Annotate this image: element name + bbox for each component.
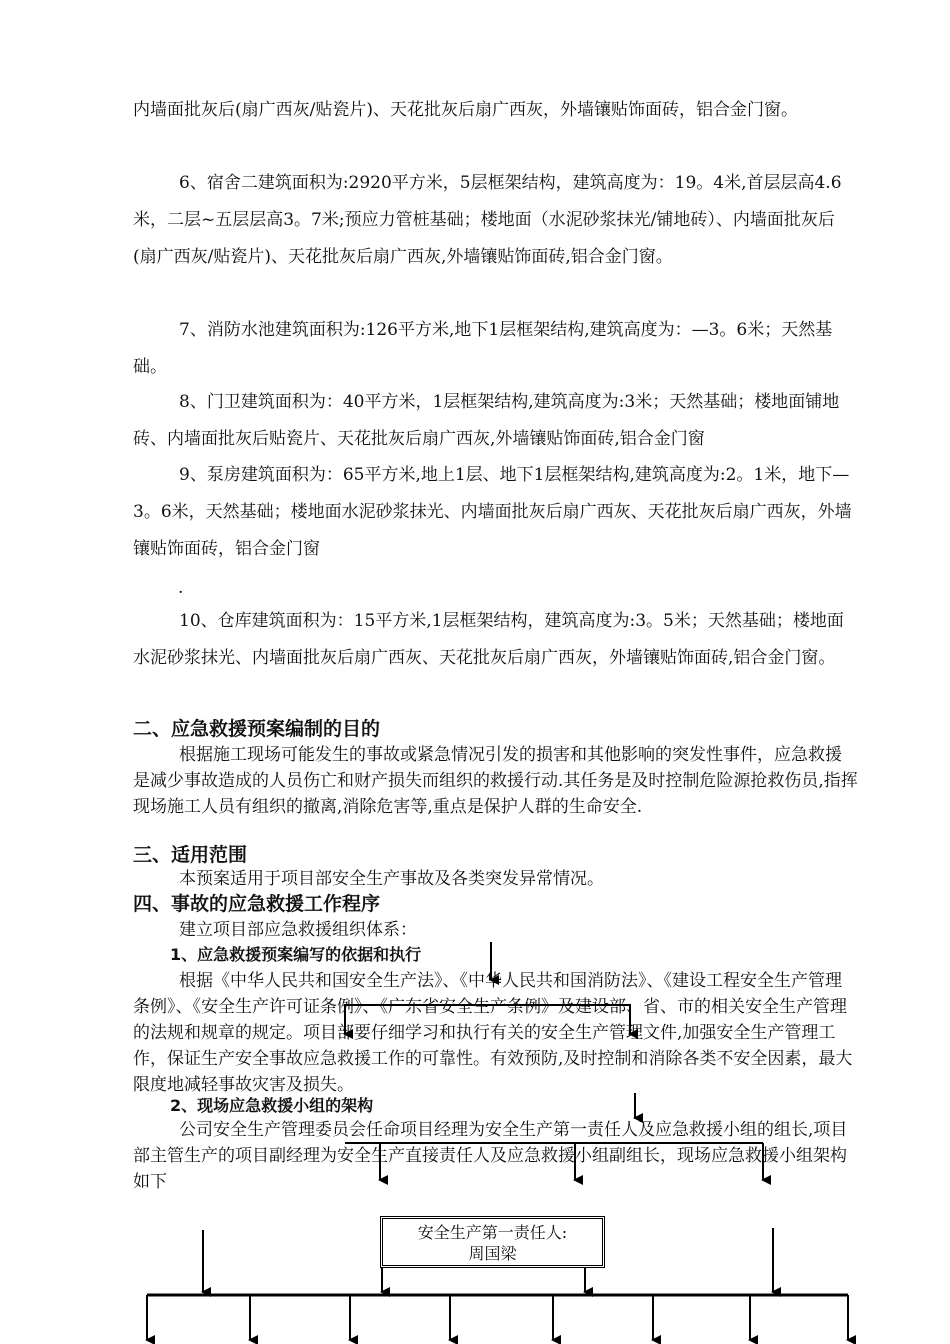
org-chart-top-box bbox=[380, 1216, 605, 1268]
subsection-2-heading: 2、现场应急救援小组的架构 bbox=[170, 1096, 374, 1115]
subsection-2-body: 公司安全生产管理委员会任命项目经理为安全生产第一责任人及应急救援小组的组长,项目部主管生产的项目副经理为安全生产直接责任人及应急救援小组副组长，现场应急救援小组架构如下 bbox=[133, 1120, 848, 1192]
subsection-1-body: 根据《中华人民共和国安全生产法》、《中华人民共和国消防法》、《建设工程安全生产管理条例》、《安全生产许可证条例》、《广东省安全生产条例》及建设部、省、市的相关安全生产管理的法规和规章的规定。项目部要仔细学习和执行有关的安全生产管理文件,加强安全生产管理工作，保证生产安全事故应急救援工作的可靠性。有效预防,及时控制和消除各类不安全因素，最大限度地减轻事故灾害及损失。 bbox=[133, 971, 853, 1095]
paragraph-item-6: 6、宿舍二建筑面积为:2920平方米，5层框架结构，建筑高度为：19。4米,首层层高4.6米，二层~五层层高3。7米;预应力管桩基础；楼地面（水泥砂浆抹光/铺地砖）、内墙面批灰后(扇广西灰/贴瓷片)、天花批灰后扇广西灰,外墙镶贴饰面砖,铝合金门窗。 bbox=[133, 173, 842, 267]
section-3-body: 本预案适用于项目部安全生产事故及各类突发异常情况。 bbox=[179, 869, 604, 889]
section-2-heading: 二、应急救援预案编制的目的 bbox=[133, 718, 381, 740]
section-4-heading: 四、事故的应急救援工作程序 bbox=[133, 893, 381, 915]
subsection-1-heading: 1、应急救援预案编写的依据和执行 bbox=[170, 945, 422, 964]
top-box-title: 安全生产第一责任人: bbox=[417, 1223, 568, 1242]
section-4-intro: 建立项目部应急救援组织体系： bbox=[179, 920, 417, 940]
section-3-heading: 三、适用范围 bbox=[133, 844, 248, 866]
paragraph-item-10: 10、仓库建筑面积为：15平方米,1层框架结构，建筑高度为:3。5米；天然基础；楼地面水泥砂浆抹光、内墙面批灰后扇广西灰、天花批灰后扇广西灰，外墙镶贴饰面砖,铝合金门窗。 bbox=[133, 611, 844, 668]
stray-dot: . bbox=[178, 578, 184, 598]
paragraph-item-9: 9、泵房建筑面积为：65平方米,地上1层、地下1层框架结构,建筑高度为:2。1米，地下—3。6米，天然基础；楼地面水泥砂浆抹光、内墙面批灰后扇广西灰、天花批灰后扇广西灰，外墙镶贴饰面砖，铝合金门窗 bbox=[133, 465, 852, 559]
top-box-name: 周国梁 bbox=[468, 1244, 517, 1263]
section-2-body: 根据施工现场可能发生的事故或紧急情况引发的损害和其他影响的突发性事件，应急救援是减少事故造成的人员伤亡和财产损失而组织的救援行动.其任务是及时控制危险源抢救伤员,指挥现场施工人员有组织的撤离,消除危害等,重点是保护人群的生命安全. bbox=[133, 745, 858, 817]
paragraph-item-8: 8、门卫建筑面积为：40平方米，1层框架结构,建筑高度为:3米；天然基础；楼地面铺地砖、内墙面批灰后贴瓷片、天花批灰后扇广西灰,外墙镶贴饰面砖,铝合金门窗 bbox=[133, 392, 840, 449]
paragraph-item-5-continued: 内墙面批灰后(扇广西灰/贴瓷片)、天花批灰后扇广西灰，外墙镶贴饰面砖，铝合金门窗。 bbox=[133, 100, 798, 120]
paragraph-item-7: 7、消防水池建筑面积为:126平方米,地下1层框架结构,建筑高度为：—3。6米；天然基础。 bbox=[133, 320, 833, 377]
